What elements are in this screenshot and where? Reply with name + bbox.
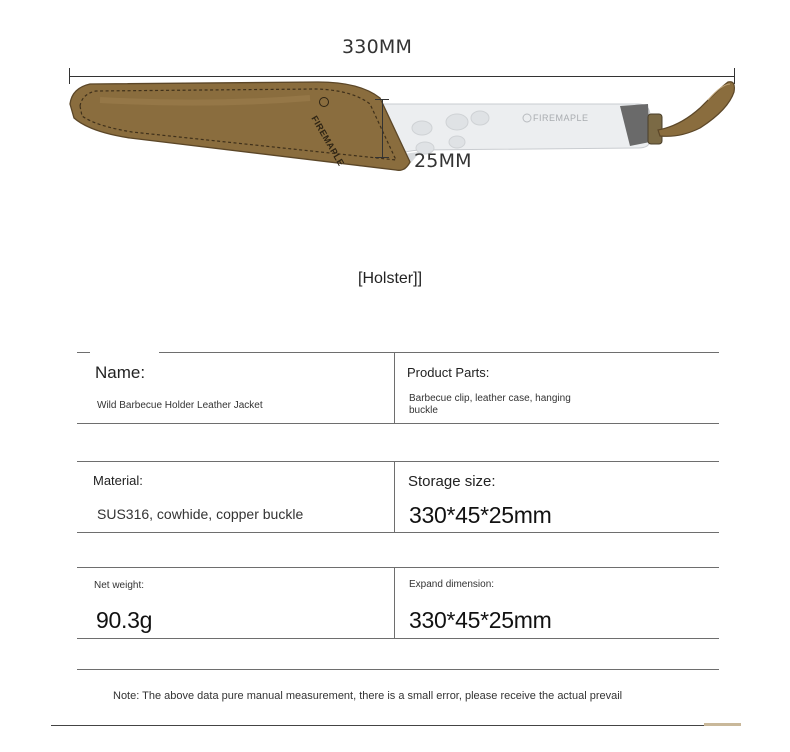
expand-value: 330*45*25mm bbox=[409, 607, 552, 633]
weight-label: Net weight: bbox=[94, 580, 145, 591]
divider bbox=[394, 352, 395, 423]
storage-label: Storage size: bbox=[408, 473, 496, 490]
footer-divider bbox=[51, 725, 741, 726]
material-label: Material: bbox=[93, 473, 143, 488]
length-dimension-label: 330MM bbox=[342, 36, 413, 58]
measurement-note: Note: The above data pure manual measurement, there is a small error, please receive the actual prevail bbox=[113, 690, 623, 702]
divider bbox=[77, 532, 719, 533]
divider bbox=[77, 423, 719, 424]
storage-value: 330*45*25mm bbox=[409, 502, 552, 528]
material-value: SUS316, cowhide, copper buckle bbox=[97, 506, 304, 522]
name-label: Name: bbox=[95, 363, 146, 382]
divider bbox=[77, 567, 719, 568]
footer-accent-bar bbox=[704, 723, 741, 726]
width-dimension-line bbox=[382, 100, 383, 158]
divider bbox=[77, 461, 719, 462]
width-tick-top bbox=[375, 99, 389, 100]
sheath-brand-mark: FIREMAPLE bbox=[309, 114, 347, 168]
leather-sheath bbox=[70, 82, 410, 170]
bbq-holster-image bbox=[60, 70, 750, 180]
product-illustration bbox=[0, 0, 790, 200]
width-tick-bottom bbox=[375, 157, 389, 158]
parts-label: Product Parts: bbox=[407, 365, 490, 380]
divider bbox=[159, 352, 719, 353]
divider bbox=[394, 461, 395, 532]
divider bbox=[394, 567, 395, 638]
divider bbox=[77, 638, 719, 639]
width-dimension-label: 25MM bbox=[414, 150, 472, 172]
divider bbox=[77, 669, 719, 670]
product-caption: [Holster]] bbox=[358, 270, 423, 287]
expand-label: Expand dimension: bbox=[409, 579, 495, 590]
divider bbox=[77, 352, 90, 353]
name-value: Wild Barbecue Holder Leather Jacket bbox=[97, 400, 263, 411]
clip-brand-mark: FIREMAPLE bbox=[533, 113, 589, 123]
parts-value: Barbecue clip, leather case, hanging buckle bbox=[409, 393, 571, 416]
weight-value: 90.3g bbox=[96, 607, 153, 633]
